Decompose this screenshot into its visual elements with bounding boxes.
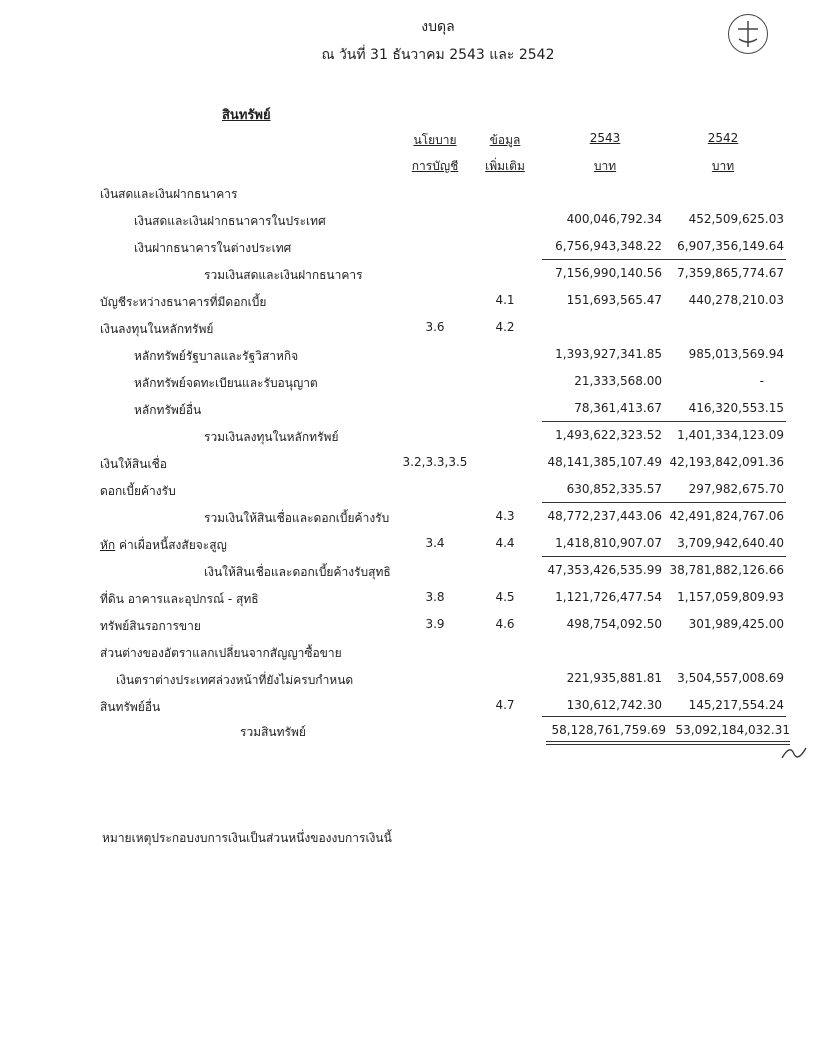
col-info-line1: ข้อมูล — [489, 133, 521, 147]
col-info-line2: เพิ่มเติม — [485, 159, 525, 173]
row-label: เงินลงทุนในหลักทรัพย์ — [100, 322, 214, 336]
initials-mark — [780, 740, 810, 764]
row-note: 4.5 — [495, 590, 515, 604]
row-value-2542: 301,989,425.00 — [688, 617, 784, 631]
col-2542-unit: บาท — [711, 159, 735, 173]
row-label: รวมเงินสดและเงินฝากธนาคาร — [204, 268, 363, 282]
total-rule-upper — [546, 741, 790, 742]
subtotal-rule — [542, 556, 786, 557]
col-policy-line1: นโยบาย — [413, 133, 457, 147]
row-label: รวมเงินลงทุนในหลักทรัพย์ — [204, 430, 339, 444]
row-value-2543: 1,493,622,323.52 — [555, 428, 662, 442]
row-label: เงินให้สินเชื่อ — [100, 457, 167, 471]
row-value-2542: 6,907,356,149.64 — [677, 239, 784, 253]
row-note: 4.4 — [495, 536, 515, 550]
row-value-2542: - — [759, 374, 764, 388]
row-value-2543: 7,156,990,140.56 — [555, 266, 662, 280]
col-2543-year: 2543 — [589, 131, 621, 145]
row-value-2542: 53,092,184,032.31 — [675, 723, 790, 737]
row-value-2542: 416,320,553.15 — [688, 401, 784, 415]
row-value-2542: 42,491,824,767.06 — [669, 509, 784, 523]
row-label: หลักทรัพย์รัฐบาลและรัฐวิสาหกิจ — [134, 349, 299, 363]
row-value-2543: 130,612,742.30 — [566, 698, 662, 712]
col-policy-line2: การบัญชี — [411, 159, 459, 173]
row-value-2542: 145,217,554.24 — [688, 698, 784, 712]
row-value-2542: 297,982,675.70 — [688, 482, 784, 496]
row-value-2542: 1,401,334,123.09 — [677, 428, 784, 442]
row-value-2543: 21,333,568.00 — [574, 374, 662, 388]
label-text: ค่าเผื่อหนี้สงสัยจะสูญ — [119, 538, 227, 552]
row-policy: 3.2,3.3,3.5 — [402, 455, 468, 469]
subtotal-rule — [542, 421, 786, 422]
row-label: บัญชีระหว่างธนาคารที่มีดอกเบี้ย — [100, 295, 267, 309]
row-policy: 3.9 — [425, 617, 445, 631]
row-value-2543: 58,128,761,759.69 — [551, 723, 666, 737]
row-label: เงินฝากธนาคารในต่างประเทศ — [134, 241, 292, 255]
row-value-2542: 3,504,557,008.69 — [677, 671, 784, 685]
row-label: เงินสดและเงินฝากธนาคาร — [100, 187, 238, 201]
row-label: เงินสดและเงินฝากธนาคารในประเทศ — [134, 214, 326, 228]
footer-note: หมายเหตุประกอบงบการเงินเป็นส่วนหนึ่งของงบการเงินนี้ — [102, 831, 392, 845]
row-label — [100, 536, 227, 555]
row-policy: 3.6 — [425, 320, 445, 334]
row-label: หลักทรัพย์จดทะเบียนและรับอนุญาต — [134, 376, 318, 390]
row-value-2543: 1,418,810,907.07 — [555, 536, 662, 550]
row-value-2543: 400,046,792.34 — [566, 212, 662, 226]
row-value-2543: 48,141,385,107.49 — [547, 455, 662, 469]
row-label: รวมเงินให้สินเชื่อและดอกเบี้ยค้างรับ — [204, 511, 390, 525]
row-value-2543: 78,361,413.67 — [574, 401, 662, 415]
row-note: 4.2 — [495, 320, 515, 334]
col-2542-year: 2542 — [707, 131, 739, 145]
row-value-2542: 452,509,625.03 — [688, 212, 784, 226]
row-label: เงินให้สินเชื่อและดอกเบี้ยค้างรับสุทธิ — [204, 565, 391, 579]
row-label: ทรัพย์สินรอการขาย — [100, 619, 201, 633]
row-note: 4.3 — [495, 509, 515, 523]
row-label: ส่วนต่างของอัตราแลกเปลี่ยนจากสัญญาซื้อขาย — [100, 646, 342, 660]
row-value-2543: 630,852,335.57 — [566, 482, 662, 496]
subtotal-rule — [542, 716, 786, 717]
row-label: รวมสินทรัพย์ — [240, 725, 306, 739]
section-heading: สินทรัพย์ — [222, 108, 271, 123]
row-value-2543: 48,772,237,443.06 — [547, 509, 662, 523]
col-2543-unit: บาท — [593, 159, 617, 173]
row-value-2543: 6,756,943,348.22 — [555, 239, 662, 253]
row-value-2542: 1,157,059,809.93 — [677, 590, 784, 604]
row-value-2542: 7,359,865,774.67 — [677, 266, 784, 280]
total-rule-lower — [546, 744, 790, 745]
subtotal-rule — [542, 502, 786, 503]
row-label: ที่ดิน อาคารและอุปกรณ์ - สุทธิ — [100, 592, 259, 606]
subtotal-rule — [542, 259, 786, 260]
row-note: 4.7 — [495, 698, 515, 712]
row-value-2542: 440,278,210.03 — [688, 293, 784, 307]
row-label: หลักทรัพย์อื่น — [134, 403, 202, 417]
row-note: 4.6 — [495, 617, 515, 631]
row-label: เงินตราต่างประเทศล่วงหน้าที่ยังไม่ครบกำหนด — [116, 673, 354, 687]
row-value-2542: 38,781,882,126.66 — [669, 563, 784, 577]
row-value-2543: 151,693,565.47 — [566, 293, 662, 307]
statement-title: งบดุล — [421, 19, 455, 35]
row-label: ดอกเบี้ยค้างรับ — [100, 484, 176, 498]
row-value-2543: 47,353,426,535.99 — [547, 563, 662, 577]
row-policy: 3.4 — [425, 536, 445, 550]
row-value-2542: 3,709,942,640.40 — [677, 536, 784, 550]
row-value-2543: 221,935,881.81 — [566, 671, 662, 685]
row-note: 4.1 — [495, 293, 515, 307]
row-value-2542: 985,013,569.94 — [688, 347, 784, 361]
label-prefix: หัก — [100, 538, 116, 552]
row-value-2543: 1,393,927,341.85 — [555, 347, 662, 361]
row-value-2542: 42,193,842,091.36 — [669, 455, 784, 469]
row-policy: 3.8 — [425, 590, 445, 604]
row-value-2543: 1,121,726,477.54 — [555, 590, 662, 604]
statement-date: ณ วันที่ 31 ธันวาคม 2543 และ 2542 — [321, 47, 555, 63]
row-value-2543: 498,754,092.50 — [566, 617, 662, 631]
row-label: สินทรัพย์อื่น — [100, 700, 161, 714]
